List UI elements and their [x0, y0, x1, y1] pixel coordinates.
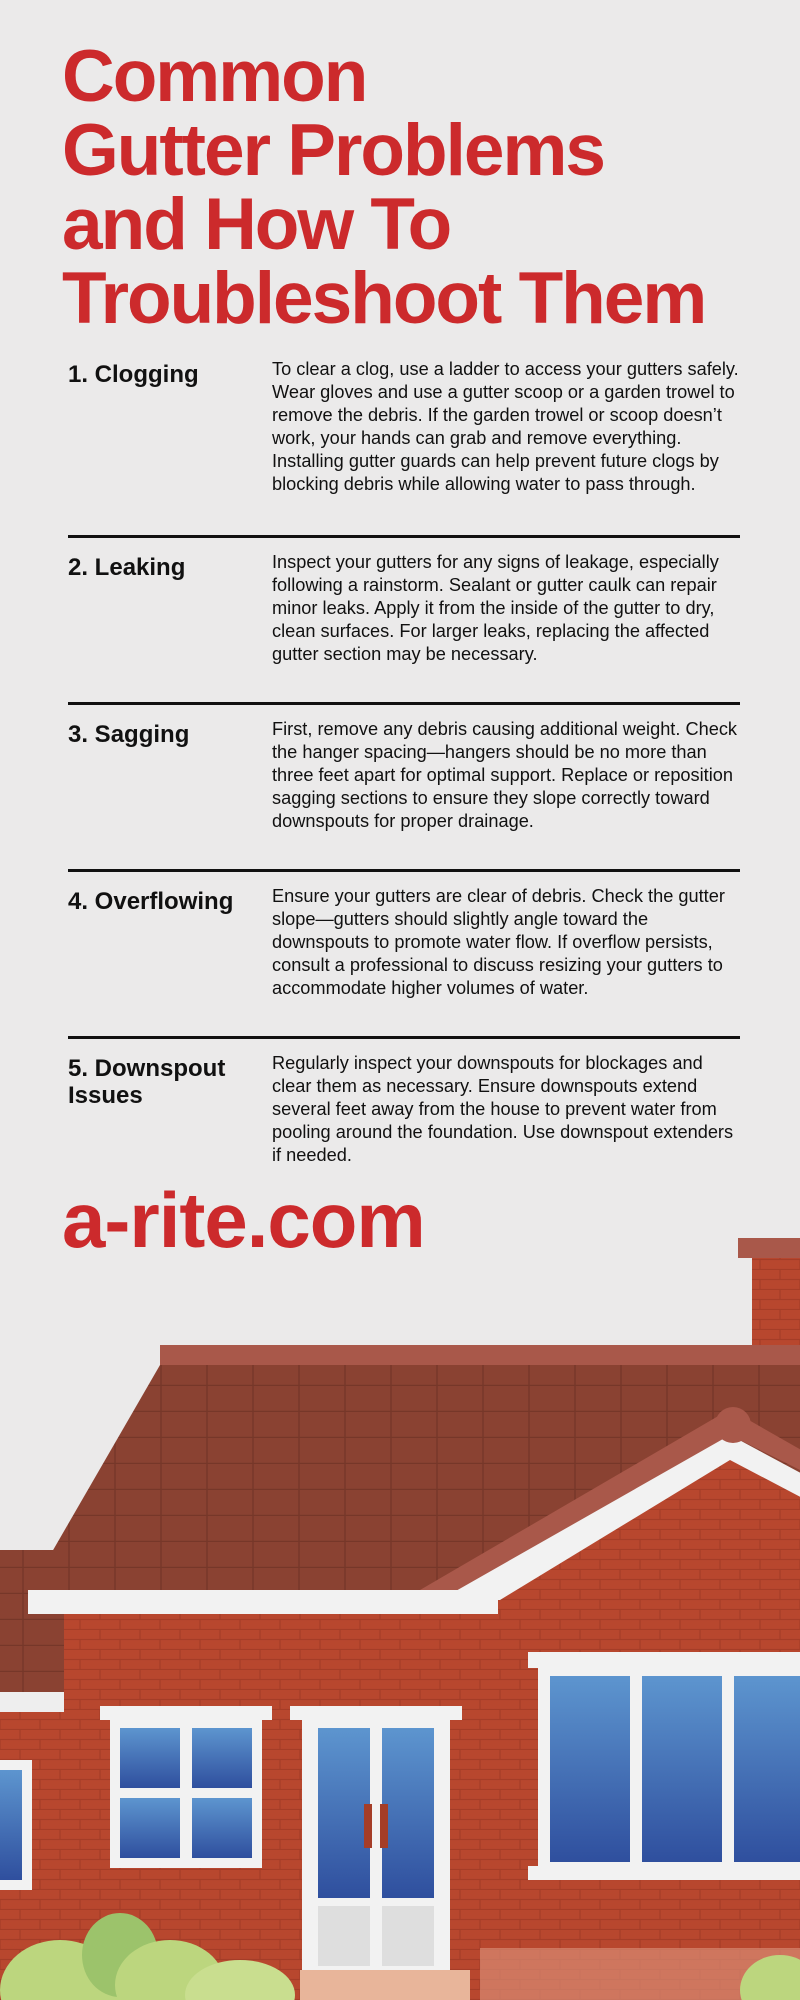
problem-item-overflowing	[68, 872, 740, 1039]
problem-item-clogging	[68, 358, 740, 538]
front-door	[290, 1706, 470, 2000]
title-line-3: and How To	[62, 184, 451, 265]
window-right	[528, 1652, 800, 1880]
problem-description: First, remove any debris causing additional weight. Check the hanger spacing—hangers should be no more than three feet apart for optimal support. Replace or reposition sagging sections to ensure they slope correctly toward downspouts for proper drainage.	[272, 719, 738, 831]
problem-item-leaking	[68, 538, 740, 705]
house-illustration	[0, 1230, 800, 2000]
problem-title: 3. Sagging	[68, 721, 190, 748]
problem-title: 4. Overflowing	[68, 888, 234, 915]
problem-list	[68, 358, 740, 1167]
website-url: a-rite.com	[62, 1176, 425, 1264]
chimney	[738, 1238, 800, 1360]
problem-title: 1. Clogging	[68, 361, 199, 388]
problem-item-sagging	[68, 705, 740, 872]
problem-item-downspout-issues	[68, 1039, 740, 1167]
title-line-4: Troubleshoot Them	[62, 258, 706, 339]
problem-title: 2. Leaking	[68, 554, 186, 581]
title-line-1: Common	[62, 36, 367, 117]
window-left	[100, 1706, 272, 1868]
roof-ridge	[160, 1345, 800, 1365]
problem-title: 5. Downspout Issues	[68, 1055, 226, 1109]
page-title	[62, 36, 782, 339]
gutter	[28, 1590, 498, 1614]
title-line-2: Gutter Problems	[62, 110, 604, 191]
problem-description: Ensure your gutters are clear of debris. Check the gutter slope—gutters should slightly angle toward the downspouts to promote water flow. If overflow persists, consult a professional to discuss resizing your gutters to accommodate higher volumes of water.	[272, 886, 725, 998]
problem-description: To clear a clog, use a ladder to access your gutters safely. Wear gloves and use a gutter scoop or a garden trowel to remove the debris. If the garden trowel or scoop doesn’t work, your hands can grab and remove everything. Installing gutter guards can help prevent future clogs by blocking debris while allowing water to pass through.	[272, 359, 739, 494]
window-far-left	[0, 1760, 32, 1890]
problem-description: Regularly inspect your downspouts for blockages and clear them as necessary. Ensure downspouts extend several feet away from the house to prevent water from pooling around the foundation. Use downspout extenders if needed.	[272, 1053, 734, 1165]
problem-description: Inspect your gutters for any signs of leakage, especially following a rainstorm. Sealant or gutter caulk can repair minor leaks. Apply it from the inside of the gutter to dry, clean surfaces. For larger leaks, replacing the affected gutter section may be necessary.	[272, 552, 719, 664]
